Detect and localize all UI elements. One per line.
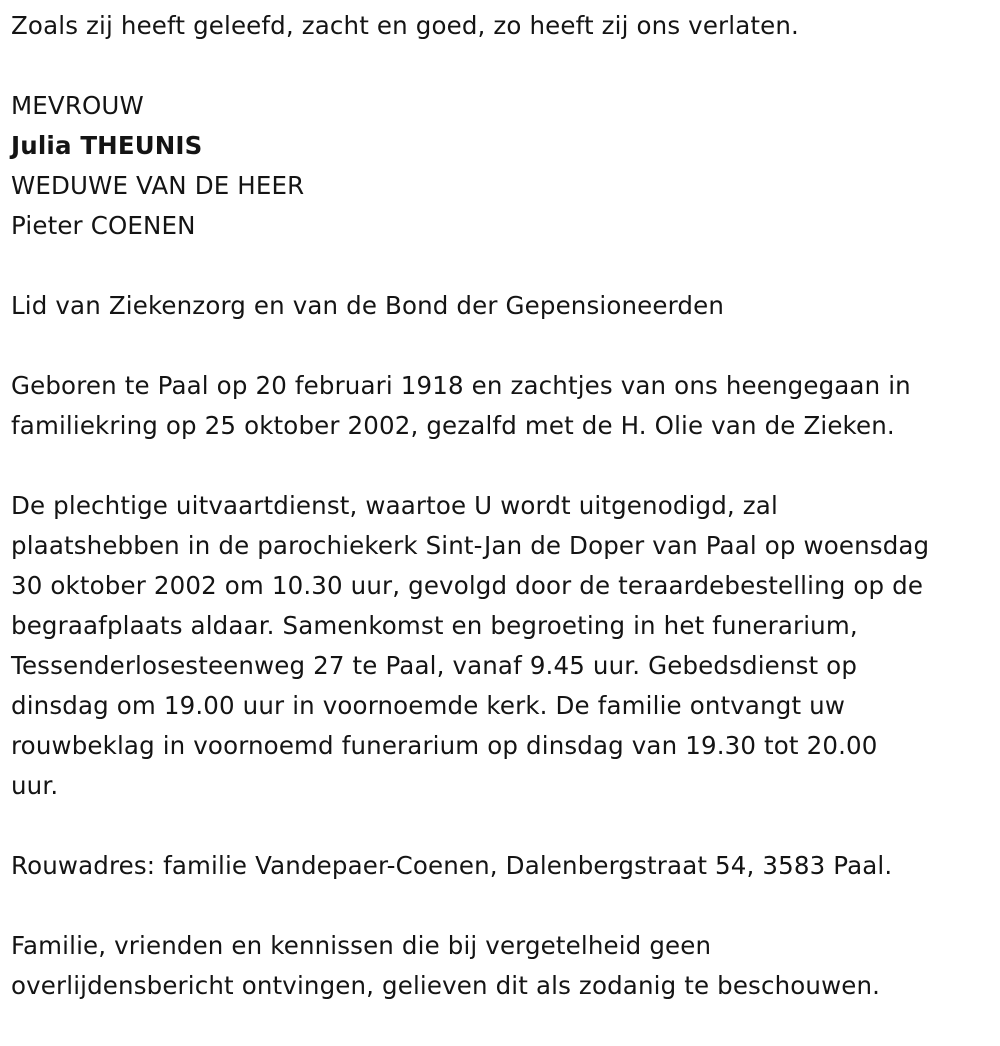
birth-death-line: Geboren te Paal op 20 februari 1918 en zachtjes van ons heengegaan in (11, 371, 911, 400)
birth-death-line: familiekring op 25 oktober 2002, gezalfd met de H. Olie van de Zieken. (11, 411, 895, 440)
death-notice (11, 6, 993, 1006)
opening-quote: Zoals zij heeft geleefd, zacht en goed, zo heeft zij ons verlaten. (11, 11, 799, 40)
mourning-address: Rouwadres: familie Vandepaer-Coenen, Dalenbergstraat 54, 3583 Paal. (11, 851, 893, 880)
service-line: rouwbeklag in voornoemd funerarium op dinsdag van 19.30 tot 20.00 (11, 731, 878, 760)
service-line: plaatshebben in de parochiekerk Sint-Jan de Doper van Paal op woensdag (11, 531, 930, 560)
title-prefix: MEVROUW (11, 91, 144, 120)
service-line: dinsdag om 19.00 uur in voornoemde kerk. De familie ontvangt uw (11, 691, 846, 720)
closing-note-line: Familie, vrienden en kennissen die bij vergetelheid geen (11, 931, 712, 960)
closing-note (11, 926, 993, 1006)
service-line: begraafplaats aldaar. Samenkomst en begroeting in het funerarium, (11, 611, 858, 640)
closing-note-line: overlijdensbericht ontvingen, gelieven dit als zodanig te beschouwen. (11, 971, 881, 1000)
service-line: Tessenderlosesteenweg 27 te Paal, vanaf 9.45 uur. Gebedsdienst op (11, 651, 858, 680)
service-paragraph (11, 486, 993, 806)
birth-death-paragraph (11, 366, 993, 446)
membership-line: Lid van Ziekenzorg en van de Bond der Gepensioneerden (11, 291, 725, 320)
relation-line: WEDUWE VAN DE HEER (11, 171, 305, 200)
deceased-name: Julia THEUNIS (11, 131, 203, 160)
service-line: uur. (11, 771, 59, 800)
service-line: De plechtige uitvaartdienst, waartoe U wordt uitgenodigd, zal (11, 491, 778, 520)
service-line: 30 oktober 2002 om 10.30 uur, gevolgd door de teraardebestelling op de (11, 571, 924, 600)
spouse-name: Pieter COENEN (11, 211, 196, 240)
